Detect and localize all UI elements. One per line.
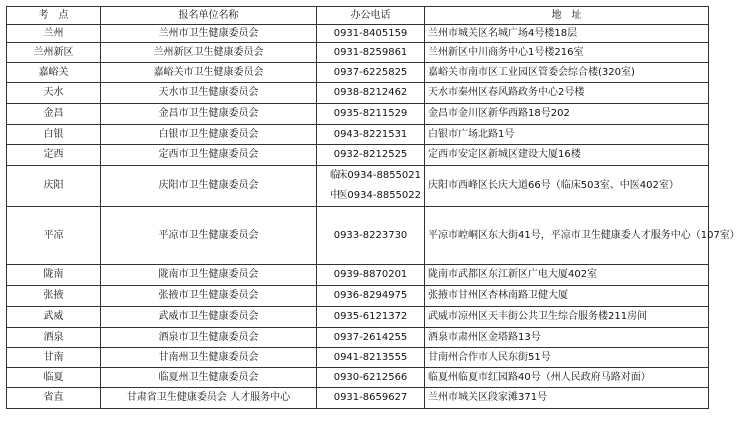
table-row: [7, 368, 709, 388]
cell-unit: 金昌市卫生健康委员会: [101, 104, 317, 125]
cell-phone: 0930-6212566: [317, 368, 425, 388]
cell-phone: 0937-2614255: [317, 328, 425, 348]
cell-address: 白银市广场北路1号: [425, 125, 709, 145]
cell-address: 金昌市金川区新华西路18号202: [425, 104, 709, 125]
cell-unit: 兰州市卫生健康委员会: [101, 25, 317, 43]
cell-unit: 酒泉市卫生健康委员会: [101, 328, 317, 348]
cell-site: 兰州新区: [7, 43, 101, 63]
table-row: [7, 265, 709, 286]
cell-address: 酒泉市肃州区金塔路13号: [425, 328, 709, 348]
table-row: [7, 125, 709, 145]
cell-address: 兰州新区中川商务中心1号楼216室: [425, 43, 709, 63]
cell-site: 定西: [7, 145, 101, 166]
cell-unit: 甘南州卫生健康委员会: [101, 348, 317, 368]
cell-address: 定西市安定区新城区建设大厦16楼: [425, 145, 709, 166]
cell-phone: 0943-8221531: [317, 125, 425, 145]
table-row: [7, 25, 709, 43]
table-row: [7, 104, 709, 125]
phone-line: [320, 166, 421, 186]
table-header-row: [7, 7, 709, 25]
table-row: [7, 348, 709, 368]
exam-site-table-sheet: [6, 6, 740, 409]
header-unit: 报名单位名称: [101, 7, 317, 25]
cell-unit: 平凉市卫生健康委员会: [101, 207, 317, 265]
table-row: [7, 166, 709, 207]
cell-phone: [317, 166, 425, 207]
cell-site: 兰州: [7, 25, 101, 43]
cell-site: 省直: [7, 388, 101, 409]
cell-address: 张掖市甘州区杏林南路卫健大厦: [425, 286, 709, 307]
header-phone: 办公电话: [317, 7, 425, 25]
cell-unit: 张掖市卫生健康委员会: [101, 286, 317, 307]
cell-site: 临夏: [7, 368, 101, 388]
cell-site: 张掖: [7, 286, 101, 307]
table-row: [7, 388, 709, 409]
cell-address: 庆阳市西峰区长庆大道66号（临床503室、中医402室）: [425, 166, 709, 207]
cell-unit: 武威市卫生健康委员会: [101, 307, 317, 328]
cell-address: 平凉市崆峒区东大街41号，平凉市卫生健康委人才服务中心（107室）: [425, 207, 709, 265]
cell-phone: 0935-8211529: [317, 104, 425, 125]
cell-site: 金昌: [7, 104, 101, 125]
cell-site: 白银: [7, 125, 101, 145]
phone-line-prefix: 中: [330, 190, 340, 201]
cell-address: 甘南州合作市人民东街51号: [425, 348, 709, 368]
cell-site: 庆阳: [7, 166, 101, 207]
cell-unit: 临夏州卫生健康委员会: [101, 368, 317, 388]
cell-address: 兰州市城关区名城广场4号楼18层: [425, 25, 709, 43]
phone-line: [320, 186, 421, 206]
table-row: [7, 328, 709, 348]
cell-unit: 甘肃省卫生健康委员会 人才服务中心: [101, 388, 317, 409]
cell-unit: 嘉峪关市卫生健康委员会: [101, 63, 317, 83]
cell-site: 天水: [7, 83, 101, 104]
table-body: [7, 25, 740, 409]
table-row: [7, 286, 709, 307]
table-row: [7, 43, 709, 63]
table-row: [7, 307, 709, 328]
cell-phone: 0931-8405159: [317, 25, 425, 43]
header-site: 考 点: [7, 7, 101, 25]
cell-address: 武威市凉州区天丰街公共卫生综合服务楼211房间: [425, 307, 709, 328]
cell-phone: 0932-8212525: [317, 145, 425, 166]
phone-line-prefix: 临: [330, 170, 340, 181]
table-row: [7, 83, 709, 104]
cell-phone: 0937-6225825: [317, 63, 425, 83]
cell-phone: 0939-8870201: [317, 265, 425, 286]
cell-phone: 0941-8213555: [317, 348, 425, 368]
cell-unit: 兰州新区卫生健康委员会: [101, 43, 317, 63]
cell-phone: 0935-6121372: [317, 307, 425, 328]
cell-unit: 陇南市卫生健康委员会: [101, 265, 317, 286]
cell-site: 嘉峪关: [7, 63, 101, 83]
table-row: [7, 207, 709, 265]
header-address: 地 址: [425, 7, 709, 25]
cell-site: 酒泉: [7, 328, 101, 348]
cell-unit: 白银市卫生健康委员会: [101, 125, 317, 145]
cell-phone: 0933-8223730: [317, 207, 425, 265]
cell-site: 甘南: [7, 348, 101, 368]
cell-address: 兰州市城关区段家滩371号: [425, 388, 709, 409]
cell-address: 临夏州临夏市红园路40号（州人民政府马路对面）: [425, 368, 709, 388]
cell-unit: 天水市卫生健康委员会: [101, 83, 317, 104]
phone-line-number: 床0934-8855021: [337, 170, 421, 181]
cell-phone: 0936-8294975: [317, 286, 425, 307]
phone-split: [320, 166, 421, 206]
exam-site-table: [6, 6, 740, 409]
cell-address: 天水市秦州区春风路政务中心2号楼: [425, 83, 709, 104]
cell-address: 陇南市武都区东江新区广电大厦402室: [425, 265, 709, 286]
cell-unit: 庆阳市卫生健康委员会: [101, 166, 317, 207]
cell-site: 陇南: [7, 265, 101, 286]
cell-phone: 0938-8212462: [317, 83, 425, 104]
cell-site: 武威: [7, 307, 101, 328]
phone-line-number: 医0934-8855022: [337, 190, 421, 201]
table-row: [7, 145, 709, 166]
cell-site: 平凉: [7, 207, 101, 265]
cell-address: 嘉峪关市南市区工业园区管委会综合楼(320室): [425, 63, 709, 83]
cell-unit: 定西市卫生健康委员会: [101, 145, 317, 166]
table-row: [7, 63, 709, 83]
cell-phone: 0931-8659627: [317, 388, 425, 409]
cell-phone: 0931-8259861: [317, 43, 425, 63]
